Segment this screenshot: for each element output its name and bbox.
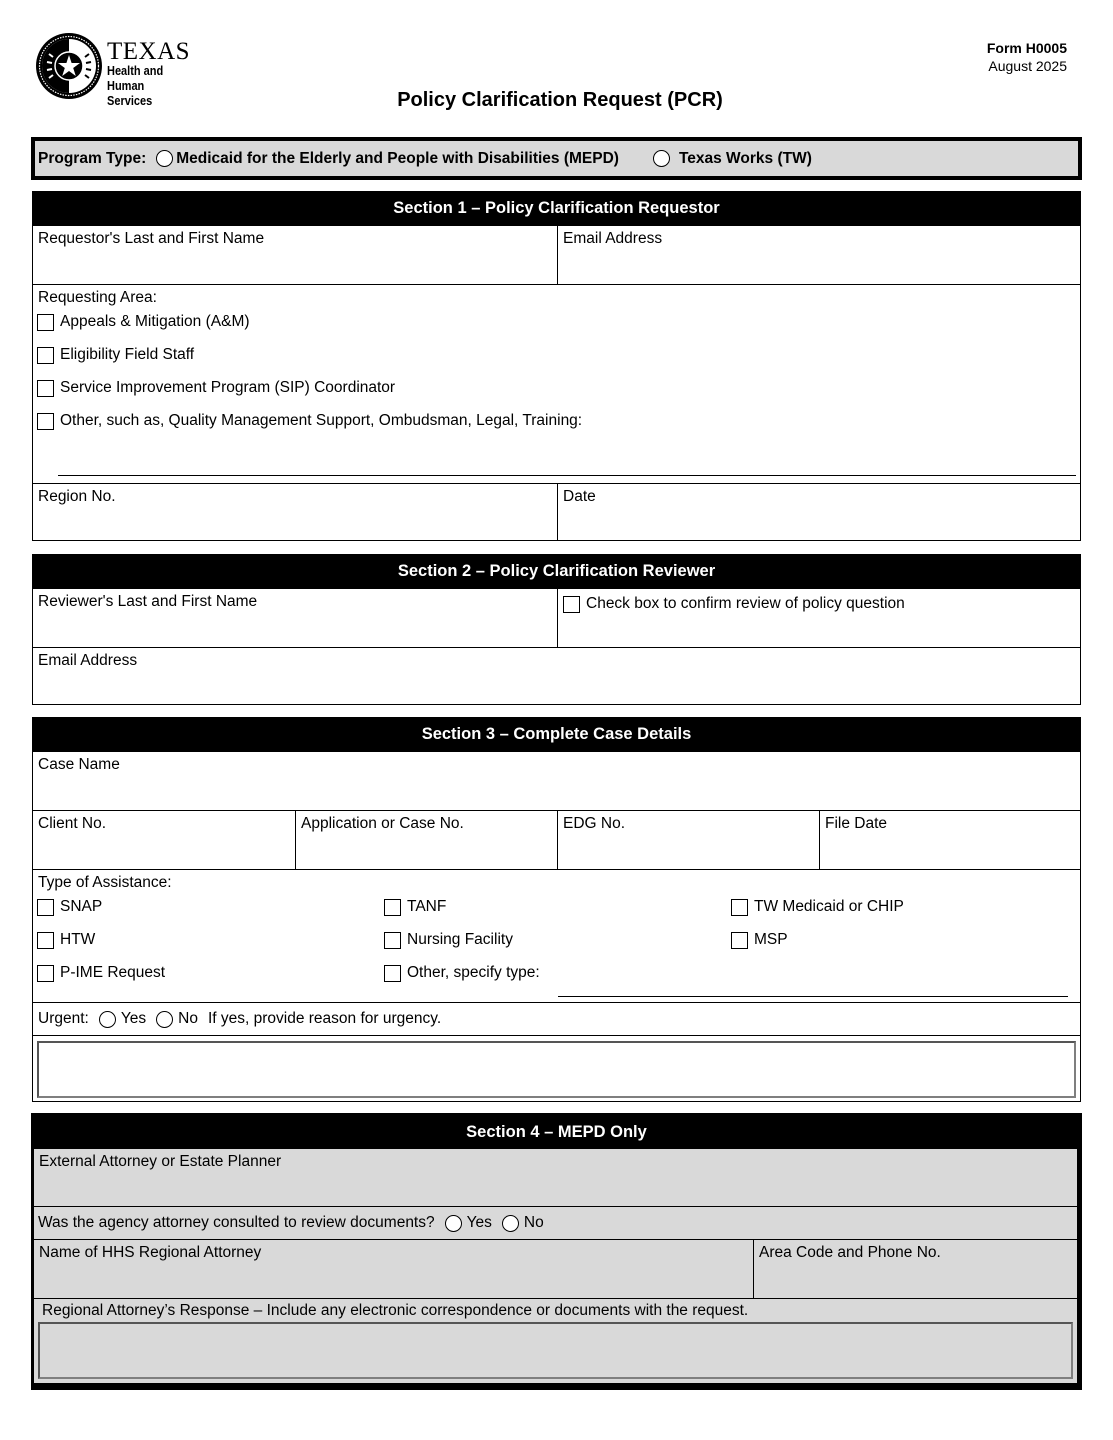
area-other-checkbox[interactable] bbox=[37, 413, 54, 430]
section-2-header: Section 2 – Policy Clarification Reviewer bbox=[33, 555, 1080, 588]
area-other-label: Other, such as, Quality Management Support, Ombudsman, Legal, Training: bbox=[60, 411, 583, 429]
program-type-label: Program Type: bbox=[38, 149, 147, 167]
case-name-label: Case Name bbox=[38, 756, 120, 773]
external-attorney-label: External Attorney or Estate Planner bbox=[39, 1153, 282, 1170]
msp-checkbox[interactable] bbox=[731, 932, 748, 949]
date-field[interactable] bbox=[557, 484, 1080, 541]
assistance-other[interactable] bbox=[380, 956, 727, 989]
attorney-phone-label: Area Code and Phone No. bbox=[759, 1244, 941, 1261]
regional-attorney-field[interactable] bbox=[34, 1240, 753, 1298]
consulted-no-option[interactable] bbox=[502, 1214, 544, 1232]
msp-label: MSP bbox=[754, 930, 788, 948]
urgent-no-label: No bbox=[178, 1010, 198, 1027]
file-date-label: File Date bbox=[825, 815, 888, 832]
file-date-field[interactable] bbox=[819, 811, 1080, 869]
section-1 bbox=[32, 191, 1081, 541]
tw-medicaid-label: TW Medicaid or CHIP bbox=[754, 897, 904, 915]
assistance-msp[interactable] bbox=[727, 923, 1080, 956]
form-identifier bbox=[987, 39, 1067, 75]
area-option-am[interactable] bbox=[33, 305, 1080, 338]
date-label: Date bbox=[563, 488, 596, 505]
htw-label: HTW bbox=[60, 930, 96, 948]
client-no-field[interactable] bbox=[33, 811, 295, 869]
reviewer-name-field[interactable] bbox=[33, 589, 557, 647]
pime-checkbox[interactable] bbox=[37, 965, 54, 982]
reviewer-name-label: Reviewer's Last and First Name bbox=[38, 593, 258, 610]
area-option-other[interactable] bbox=[33, 404, 1080, 437]
htw-checkbox[interactable] bbox=[37, 932, 54, 949]
area-other-input-line[interactable] bbox=[58, 475, 1076, 476]
area-am-checkbox[interactable] bbox=[37, 314, 54, 331]
snap-checkbox[interactable] bbox=[37, 899, 54, 916]
form-number: Form H0005 bbox=[986, 40, 1067, 56]
attorney-phone-field[interactable] bbox=[753, 1240, 1077, 1298]
assistance-pime[interactable] bbox=[33, 956, 380, 989]
reviewer-email-field[interactable] bbox=[33, 648, 1080, 704]
section-2 bbox=[32, 554, 1081, 705]
urgency-reason-textarea[interactable] bbox=[37, 1041, 1076, 1098]
tanf-label: TANF bbox=[407, 897, 447, 915]
urgent-yes-label: Yes bbox=[120, 1010, 147, 1027]
requestor-email-label: Email Address bbox=[563, 230, 663, 247]
edg-no-field[interactable] bbox=[557, 811, 819, 869]
urgent-no-option[interactable] bbox=[156, 1010, 198, 1028]
other-type-label: Other, specify type: bbox=[407, 963, 540, 981]
pime-label: P-IME Request bbox=[60, 963, 166, 981]
program-type-bar bbox=[31, 137, 1082, 180]
urgent-yes-option[interactable] bbox=[99, 1010, 146, 1028]
program-tw-radio[interactable] bbox=[653, 150, 670, 167]
external-attorney-field[interactable] bbox=[34, 1149, 1077, 1206]
program-mepd-label[interactable]: Medicaid for the Elderly and People with Disabilities (MEPD) bbox=[176, 149, 619, 167]
requestor-name-label: Requestor's Last and First Name bbox=[38, 230, 265, 247]
confirm-review-field[interactable] bbox=[557, 589, 1080, 647]
urgent-hint: If yes, provide reason for urgency. bbox=[207, 1010, 442, 1027]
other-type-input-line[interactable] bbox=[558, 996, 1068, 997]
case-name-field[interactable] bbox=[33, 752, 1080, 810]
requestor-email-field[interactable] bbox=[557, 226, 1080, 284]
requestor-name-field[interactable] bbox=[33, 226, 557, 284]
app-case-no-field[interactable] bbox=[295, 811, 557, 869]
nursing-checkbox[interactable] bbox=[384, 932, 401, 949]
confirm-review-checkbox[interactable] bbox=[563, 596, 580, 613]
snap-label: SNAP bbox=[60, 897, 103, 915]
area-option-field-staff[interactable] bbox=[33, 338, 1080, 371]
nursing-label: Nursing Facility bbox=[407, 930, 513, 948]
attorney-response-label: Regional Attorney’s Response – Include any electronic correspondence or documents with the request. bbox=[42, 1302, 749, 1319]
confirm-review-label: Check box to confirm review of policy question bbox=[586, 595, 905, 612]
app-case-no-label: Application or Case No. bbox=[301, 815, 464, 832]
section-4-header: Section 4 – MEPD Only bbox=[34, 1116, 1079, 1149]
area-field-staff-checkbox[interactable] bbox=[37, 347, 54, 364]
urgent-label: Urgent: bbox=[38, 1010, 89, 1027]
consulted-no-label: No bbox=[523, 1214, 544, 1231]
form-date: August 2025 bbox=[988, 58, 1067, 74]
requesting-area-label: Requesting Area: bbox=[38, 289, 157, 306]
assistance-label: Type of Assistance: bbox=[38, 874, 172, 891]
regional-attorney-label: Name of HHS Regional Attorney bbox=[39, 1244, 262, 1261]
edg-no-label: EDG No. bbox=[563, 815, 626, 832]
assistance-tanf[interactable] bbox=[380, 890, 727, 923]
consulted-no-radio[interactable] bbox=[502, 1215, 519, 1232]
region-label: Region No. bbox=[38, 488, 116, 505]
client-no-label: Client No. bbox=[38, 815, 107, 832]
tw-medicaid-checkbox[interactable] bbox=[731, 899, 748, 916]
urgent-yes-radio[interactable] bbox=[99, 1011, 116, 1028]
other-type-checkbox[interactable] bbox=[384, 965, 401, 982]
program-mepd-radio[interactable] bbox=[156, 150, 173, 167]
assistance-htw[interactable] bbox=[33, 923, 380, 956]
page-title: Policy Clarification Request (PCR) bbox=[397, 89, 723, 111]
area-option-sip[interactable] bbox=[33, 371, 1080, 404]
region-field[interactable] bbox=[33, 484, 557, 541]
consulted-question: Was the agency attorney consulted to review documents? bbox=[38, 1214, 435, 1231]
assistance-nursing[interactable] bbox=[380, 923, 727, 956]
area-sip-label: Service Improvement Program (SIP) Coordinator bbox=[60, 378, 396, 396]
consulted-yes-option[interactable] bbox=[445, 1214, 492, 1232]
attorney-response-textarea[interactable] bbox=[38, 1322, 1073, 1379]
logo-line3: Services bbox=[107, 94, 153, 108]
consulted-yes-radio[interactable] bbox=[445, 1215, 462, 1232]
urgent-no-radio[interactable] bbox=[156, 1011, 173, 1028]
area-sip-checkbox[interactable] bbox=[37, 380, 54, 397]
area-field-staff-label: Eligibility Field Staff bbox=[60, 345, 195, 363]
section-1-header: Section 1 – Policy Clarification Requestor bbox=[33, 192, 1080, 225]
logo-texas-text: TEXAS bbox=[107, 38, 191, 65]
tanf-checkbox[interactable] bbox=[384, 899, 401, 916]
section-3-header: Section 3 – Complete Case Details bbox=[33, 718, 1080, 751]
logo-line2: Health and Human bbox=[107, 64, 164, 93]
program-tw-label[interactable]: Texas Works (TW) bbox=[678, 149, 812, 167]
section-3 bbox=[32, 717, 1081, 1102]
section-4 bbox=[31, 1113, 1082, 1390]
assistance-snap[interactable] bbox=[33, 890, 380, 923]
consulted-yes-label: Yes bbox=[466, 1214, 492, 1231]
area-am-label: Appeals & Mitigation (A&M) bbox=[60, 312, 250, 330]
assistance-tw-medicaid[interactable] bbox=[727, 890, 1080, 923]
reviewer-email-label: Email Address bbox=[38, 652, 138, 669]
